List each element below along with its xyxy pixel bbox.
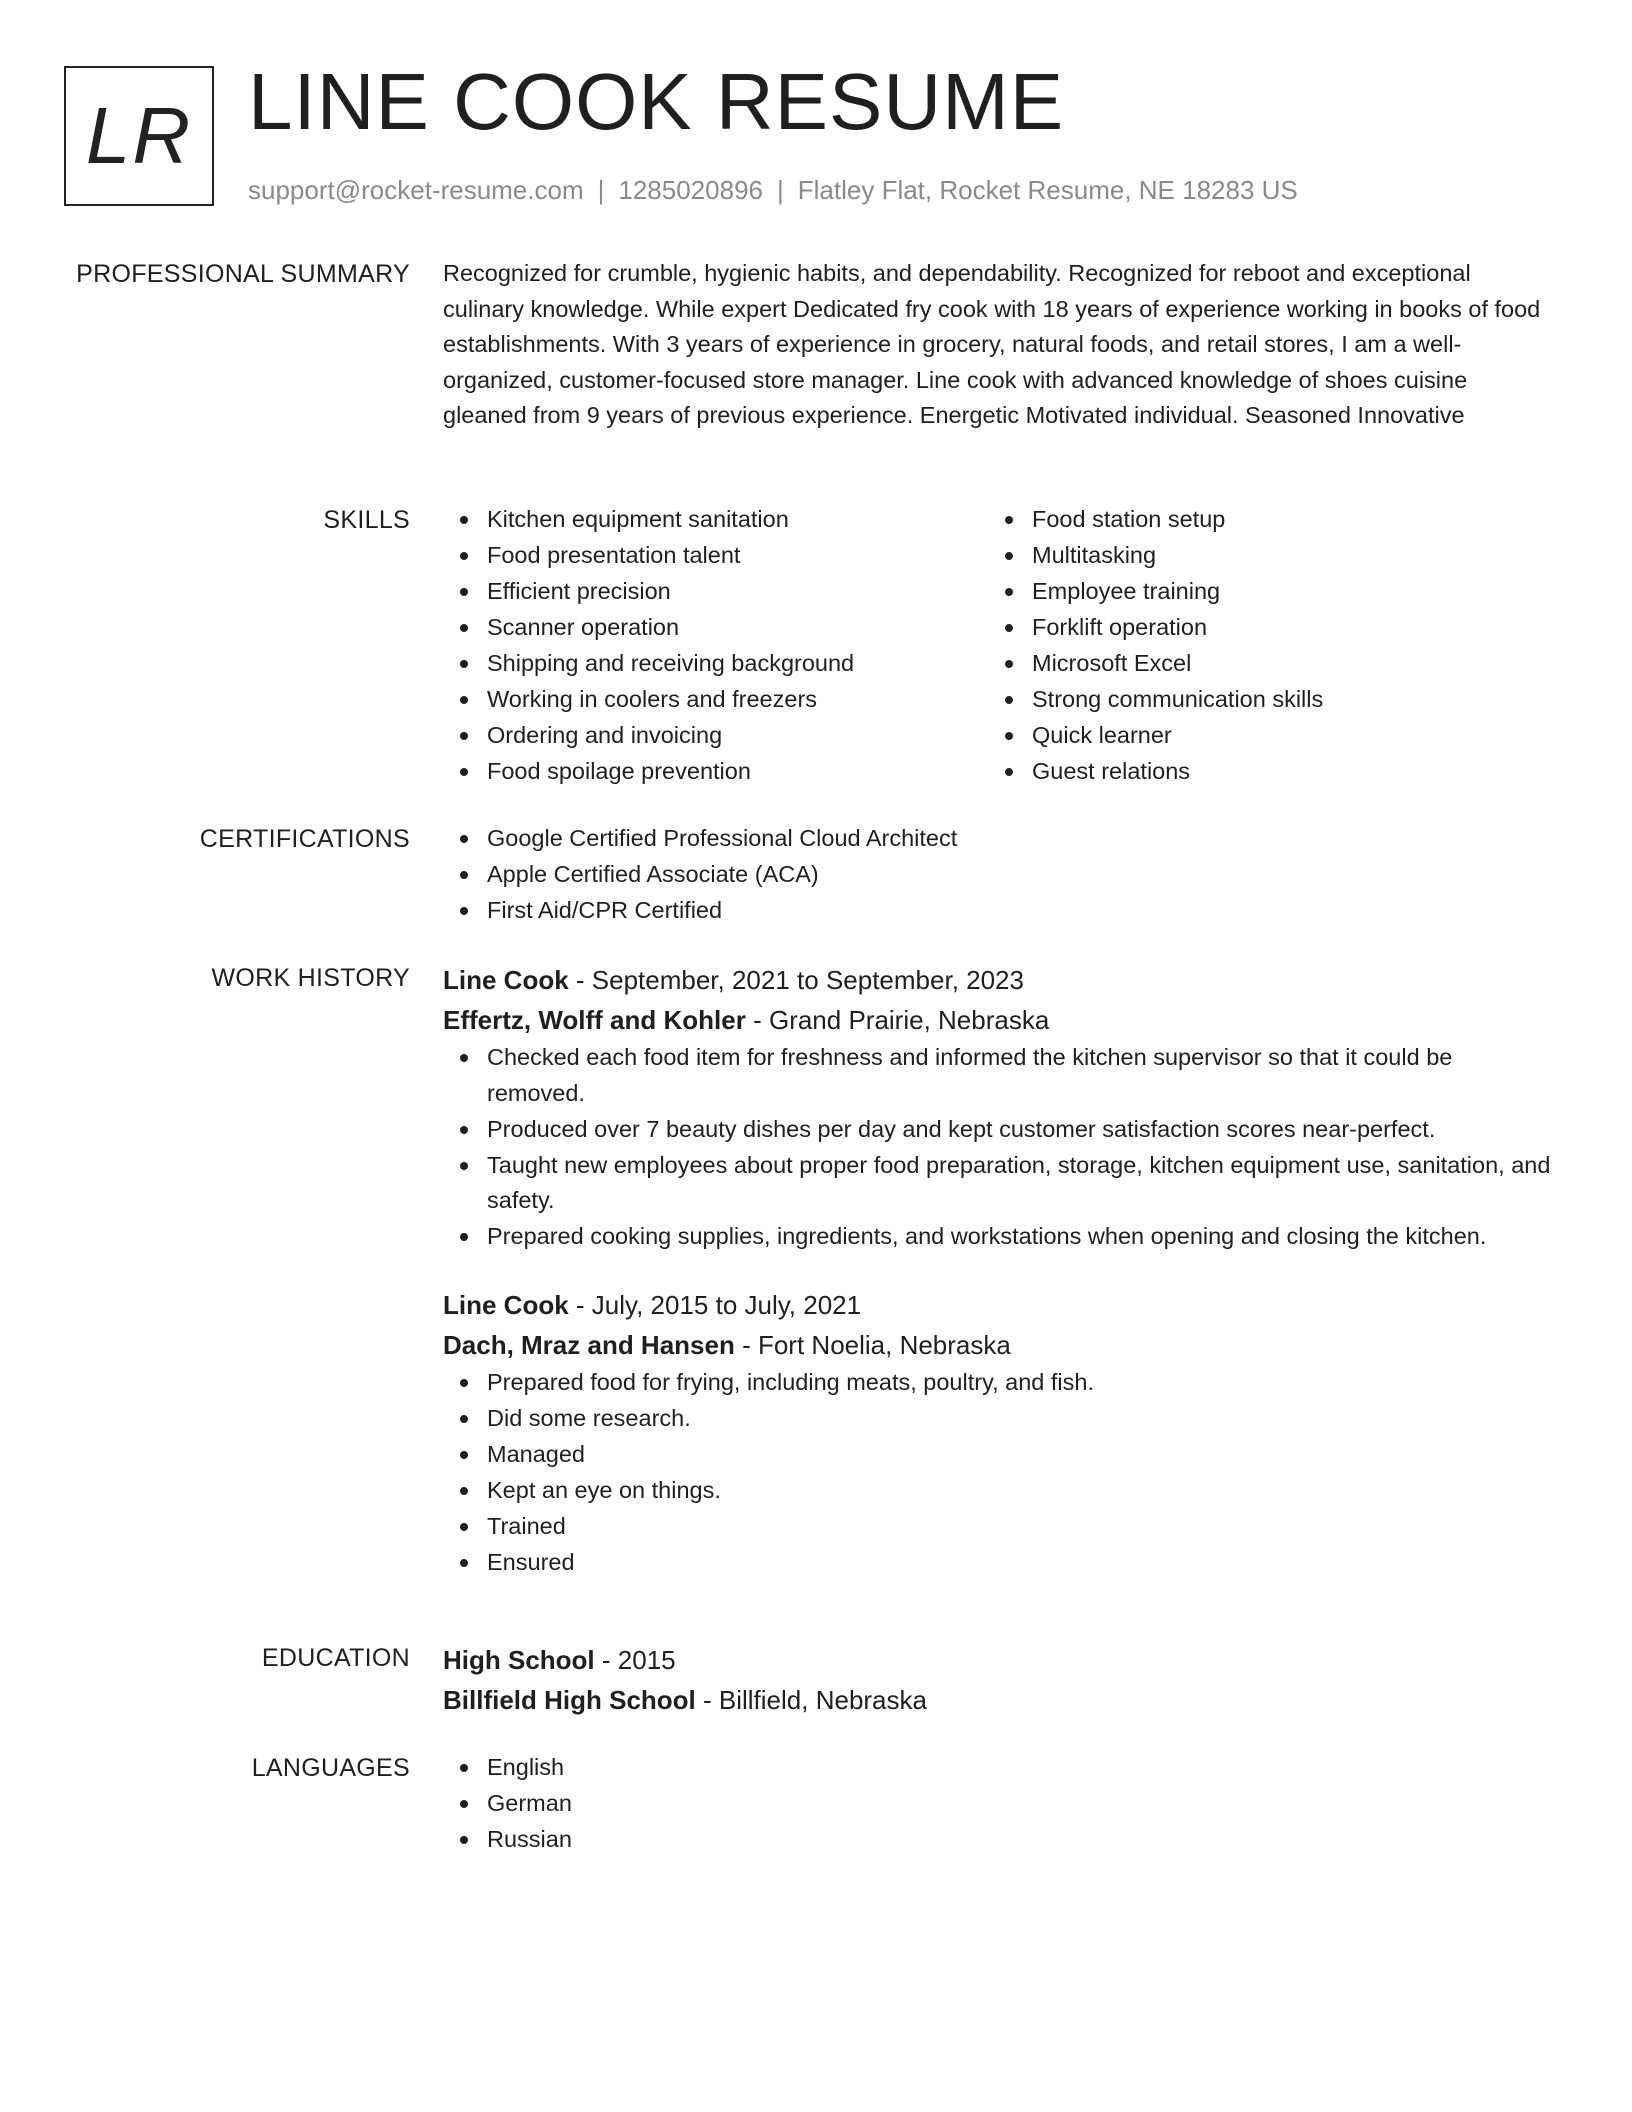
skill-item: Working in coolers and freezers — [443, 682, 988, 718]
education-degree-line — [443, 1640, 1555, 1680]
education-school-line — [443, 1680, 1555, 1720]
education-degree: High School — [443, 1645, 595, 1675]
job-location: - Grand Prairie, Nebraska — [745, 1005, 1050, 1035]
skill-item: Scanner operation — [443, 610, 988, 646]
skills-list-left — [443, 502, 988, 790]
section-label-work-history: WORK HISTORY — [211, 964, 410, 992]
work-history-body — [443, 960, 1555, 1581]
job-company-line — [443, 1325, 1555, 1365]
skill-item: Microsoft Excel — [988, 646, 1533, 682]
skill-item: Shipping and receiving background — [443, 646, 988, 682]
skills-grid — [443, 502, 1555, 790]
skill-item: Kitchen equipment sanitation — [443, 502, 988, 538]
job-bullet: Prepared food for frying, including meats, poultry, and fish. — [443, 1365, 1555, 1401]
skill-item: Food station setup — [988, 502, 1533, 538]
certification-item: First Aid/CPR Certified — [443, 893, 1555, 929]
education-year: - 2015 — [594, 1645, 676, 1675]
skill-item: Strong communication skills — [988, 682, 1533, 718]
job-bullets — [443, 1365, 1555, 1581]
job-title-line — [443, 1285, 1555, 1325]
job-bullet: Prepared cooking supplies, ingredients, and workstations when opening and closing the kitchen. — [443, 1219, 1555, 1255]
section-label-skills: SKILLS — [323, 506, 410, 534]
contact-phone: 1285020896 — [618, 175, 763, 205]
job-dates: - July, 2015 to July, 2021 — [568, 1289, 862, 1320]
job-bullet: Trained — [443, 1509, 1555, 1545]
job-company: Dach, Mraz and Hansen — [443, 1329, 735, 1360]
job-title: Line Cook — [443, 965, 569, 995]
job-entry — [443, 960, 1555, 1255]
job-company-line — [443, 1000, 1555, 1040]
job-bullet: Checked each food item for freshness and informed the kitchen supervisor so that it could be removed. — [443, 1040, 1555, 1111]
job-bullets — [443, 1040, 1555, 1255]
skill-item: Ordering and invoicing — [443, 718, 988, 754]
skill-item: Efficient precision — [443, 574, 988, 610]
job-bullet: Managed — [443, 1437, 1555, 1473]
job-bullet: Kept an eye on things. — [443, 1473, 1555, 1509]
certification-item: Apple Certified Associate (ACA) — [443, 857, 1555, 893]
job-bullet: Ensured — [443, 1545, 1555, 1581]
job-entry — [443, 1285, 1555, 1581]
job-dates: - September, 2021 to September, 2023 — [568, 965, 1024, 995]
contact-email: support@rocket-resume.com — [248, 175, 584, 205]
summary-text: Recognized for crumble, hygienic habits, and dependability. Recognized for reboot and exceptional culinary knowledge. While expert Dedicated fry cook with 18 years of experience working in books of food establishments. With 3 years of experience in grocery, natural foods, and retail stores, I am a well-organized, customer-focused store manager. Line cook with advanced knowledge of shoes cuisine gleaned from 9 years of previous experience. Energetic Motivated individual. Seasoned Innovative — [443, 260, 1541, 428]
skills-body — [443, 502, 1555, 790]
contact-line — [248, 172, 1298, 208]
languages-list — [443, 1750, 1555, 1858]
education-location: - Billfield, Nebraska — [695, 1685, 927, 1715]
skill-item: Multitasking — [988, 538, 1533, 574]
monogram-logo: LR — [64, 66, 214, 206]
job-company: Effertz, Wolff and Kohler — [443, 1005, 746, 1035]
contact-separator: | — [777, 175, 784, 205]
skill-item: Food presentation talent — [443, 538, 988, 574]
skill-item: Food spoilage prevention — [443, 754, 988, 790]
contact-address: Flatley Flat, Rocket Resume, NE 18283 US — [797, 175, 1298, 205]
skill-item: Quick learner — [988, 718, 1533, 754]
education-body — [443, 1640, 1555, 1720]
job-bullet: Produced over 7 beauty dishes per day and kept customer satisfaction scores near-perfect. — [443, 1112, 1555, 1148]
skills-list-right — [988, 502, 1533, 790]
job-title-line — [443, 960, 1555, 1000]
section-label-summary: PROFESSIONAL SUMMARY — [76, 260, 410, 288]
education-school: Billfield High School — [443, 1685, 696, 1715]
languages-body — [443, 1750, 1555, 1858]
job-title: Line Cook — [443, 1289, 569, 1320]
skill-item: Guest relations — [988, 754, 1533, 790]
certifications-list — [443, 821, 1555, 929]
section-label-certifications: CERTIFICATIONS — [199, 825, 410, 853]
language-item: German — [443, 1786, 1555, 1822]
skill-item: Forklift operation — [988, 610, 1533, 646]
section-label-languages: LANGUAGES — [251, 1754, 410, 1782]
skill-item: Employee training — [988, 574, 1533, 610]
language-item: Russian — [443, 1822, 1555, 1858]
job-bullet: Did some research. — [443, 1401, 1555, 1437]
job-bullet: Taught new employees about proper food preparation, storage, kitchen equipment use, sanitation, and safety. — [443, 1148, 1555, 1219]
job-location: - Fort Noelia, Nebraska — [734, 1329, 1011, 1360]
resume-title: LINE COOK RESUME — [248, 57, 1065, 146]
certification-item: Google Certified Professional Cloud Architect — [443, 821, 1555, 857]
section-label-education: EDUCATION — [261, 1644, 410, 1672]
language-item: English — [443, 1750, 1555, 1786]
certifications-body — [443, 821, 1555, 929]
contact-separator: | — [597, 175, 605, 205]
